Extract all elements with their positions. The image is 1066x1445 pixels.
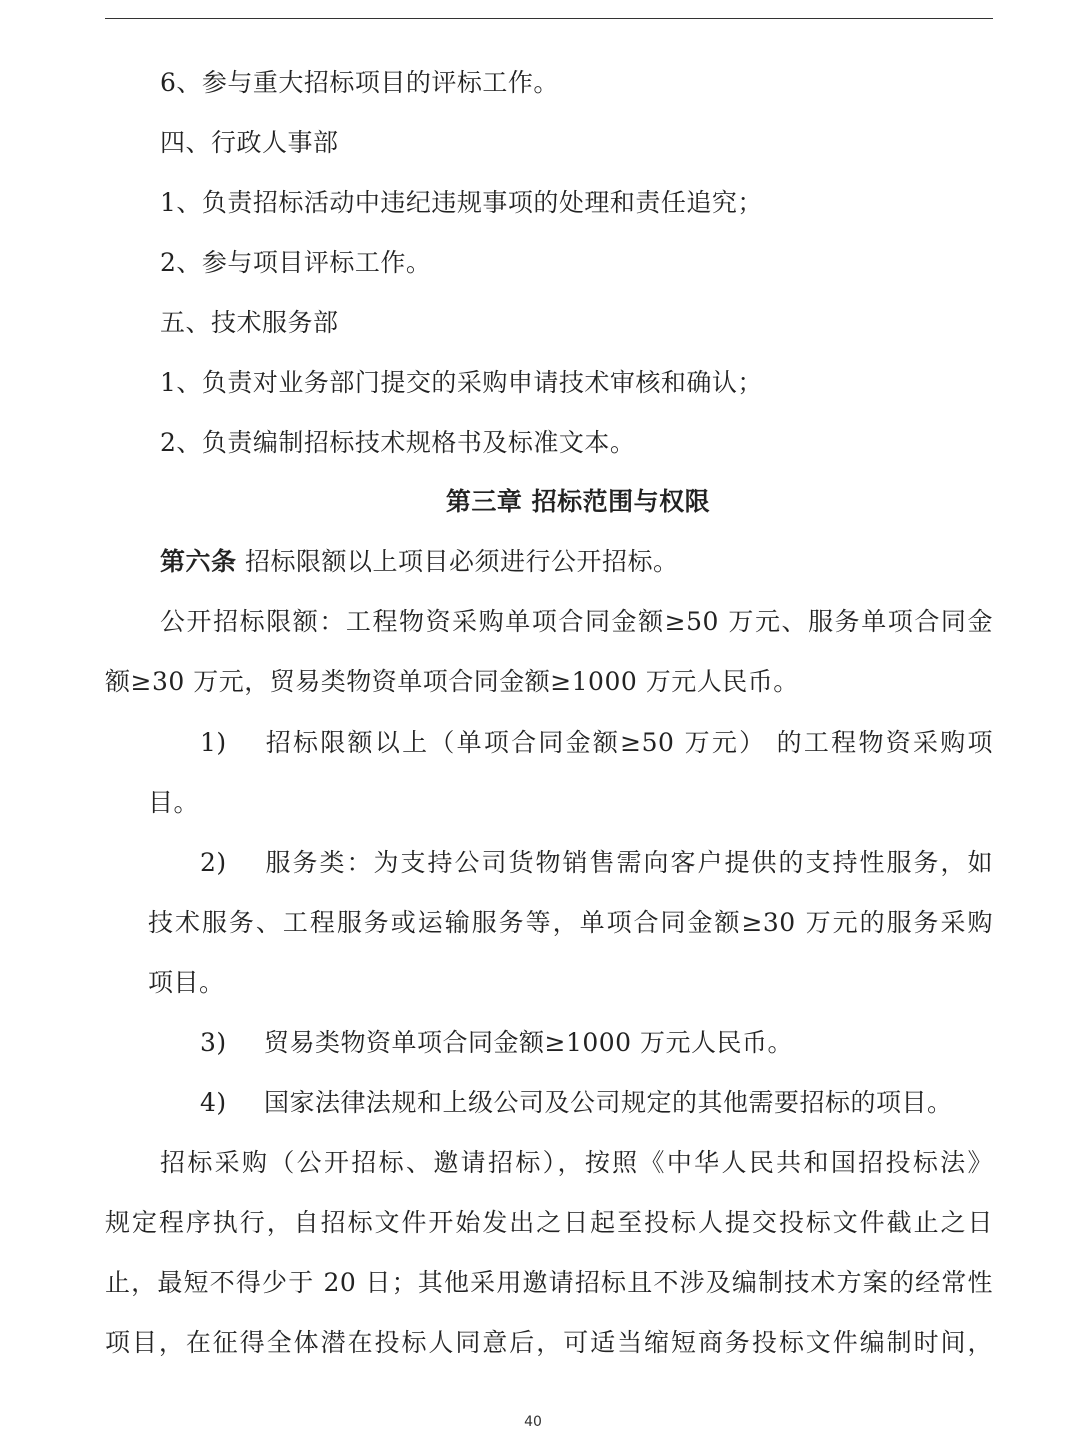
section-heading-admin-hr: 四、行政人事部 <box>160 128 339 157</box>
item-2-number: 2) <box>200 848 227 877</box>
text-line-tech-duty-1: 1、负责对业务部门提交的采购申请技术审核和确认； <box>160 368 763 397</box>
item-2-text: 服务类：为支持公司货物销售需向客户提供的支持性服务，如 <box>264 848 993 877</box>
item-1-number: 1) <box>200 728 227 757</box>
item-2-line-3: 项目。 <box>148 968 225 997</box>
text-line-admin-duty-2: 2、参与项目评标工作。 <box>160 248 432 277</box>
procedure-para-line-1: 招标采购（公开招标、邀请招标），按照《中华人民共和国招投标法》 <box>160 1148 993 1177</box>
item-2-line-2: 技术服务、工程服务或运输服务等，单项合同金额≥30 万元的服务采购 <box>148 908 993 937</box>
article-label: 第六条 <box>160 547 237 576</box>
article-six <box>160 547 678 577</box>
item-1-text: 招标限额以上（单项合同金额≥50 万元） 的工程物资采购项 <box>264 728 993 757</box>
procedure-para-line-3: 止，最短不得少于 20 日；其他采用邀请招标且不涉及编制技术方案的经常性 <box>105 1268 993 1297</box>
text-line-admin-duty-1: 1、负责招标活动中违纪违规事项的处理和责任追究； <box>160 188 763 217</box>
item-2-line-1 <box>200 848 993 878</box>
header-rule <box>105 18 993 19</box>
item-3-text: 贸易类物资单项合同金额≥1000 万元人民币。 <box>264 1028 794 1057</box>
procedure-para-line-2: 规定程序执行，自招标文件开始发出之日起至投标人提交投标文件截止之日 <box>105 1208 993 1237</box>
item-4-text: 国家法律法规和上级公司及公司规定的其他需要招标的项目。 <box>264 1088 953 1117</box>
page-number: 40 <box>524 1414 542 1430</box>
item-1-line-2: 目。 <box>148 788 200 817</box>
item-3-line-1 <box>200 1028 793 1058</box>
section-heading-tech-service: 五、技术服务部 <box>160 308 339 337</box>
chapter-title: 第三章 招标范围与权限 <box>445 487 711 516</box>
item-4-line-1 <box>200 1088 953 1118</box>
item-4-number: 4) <box>200 1088 227 1117</box>
limit-para-line-2: 额≥30 万元，贸易类物资单项合同金额≥1000 万元人民币。 <box>105 667 799 696</box>
item-1-line-1 <box>200 728 993 758</box>
procedure-para-line-4: 项目，在征得全体潜在投标人同意后，可适当缩短商务投标文件编制时间， <box>105 1328 993 1357</box>
item-3-number: 3) <box>200 1028 227 1057</box>
limit-para-line-1: 公开招标限额：工程物资采购单项合同金额≥50 万元、服务单项合同金 <box>160 607 993 636</box>
article-text: 招标限额以上项目必须进行公开招标。 <box>244 547 679 576</box>
text-line-duty-6: 6、参与重大招标项目的评标工作。 <box>160 68 559 97</box>
text-line-tech-duty-2: 2、负责编制招标技术规格书及标准文本。 <box>160 428 636 457</box>
